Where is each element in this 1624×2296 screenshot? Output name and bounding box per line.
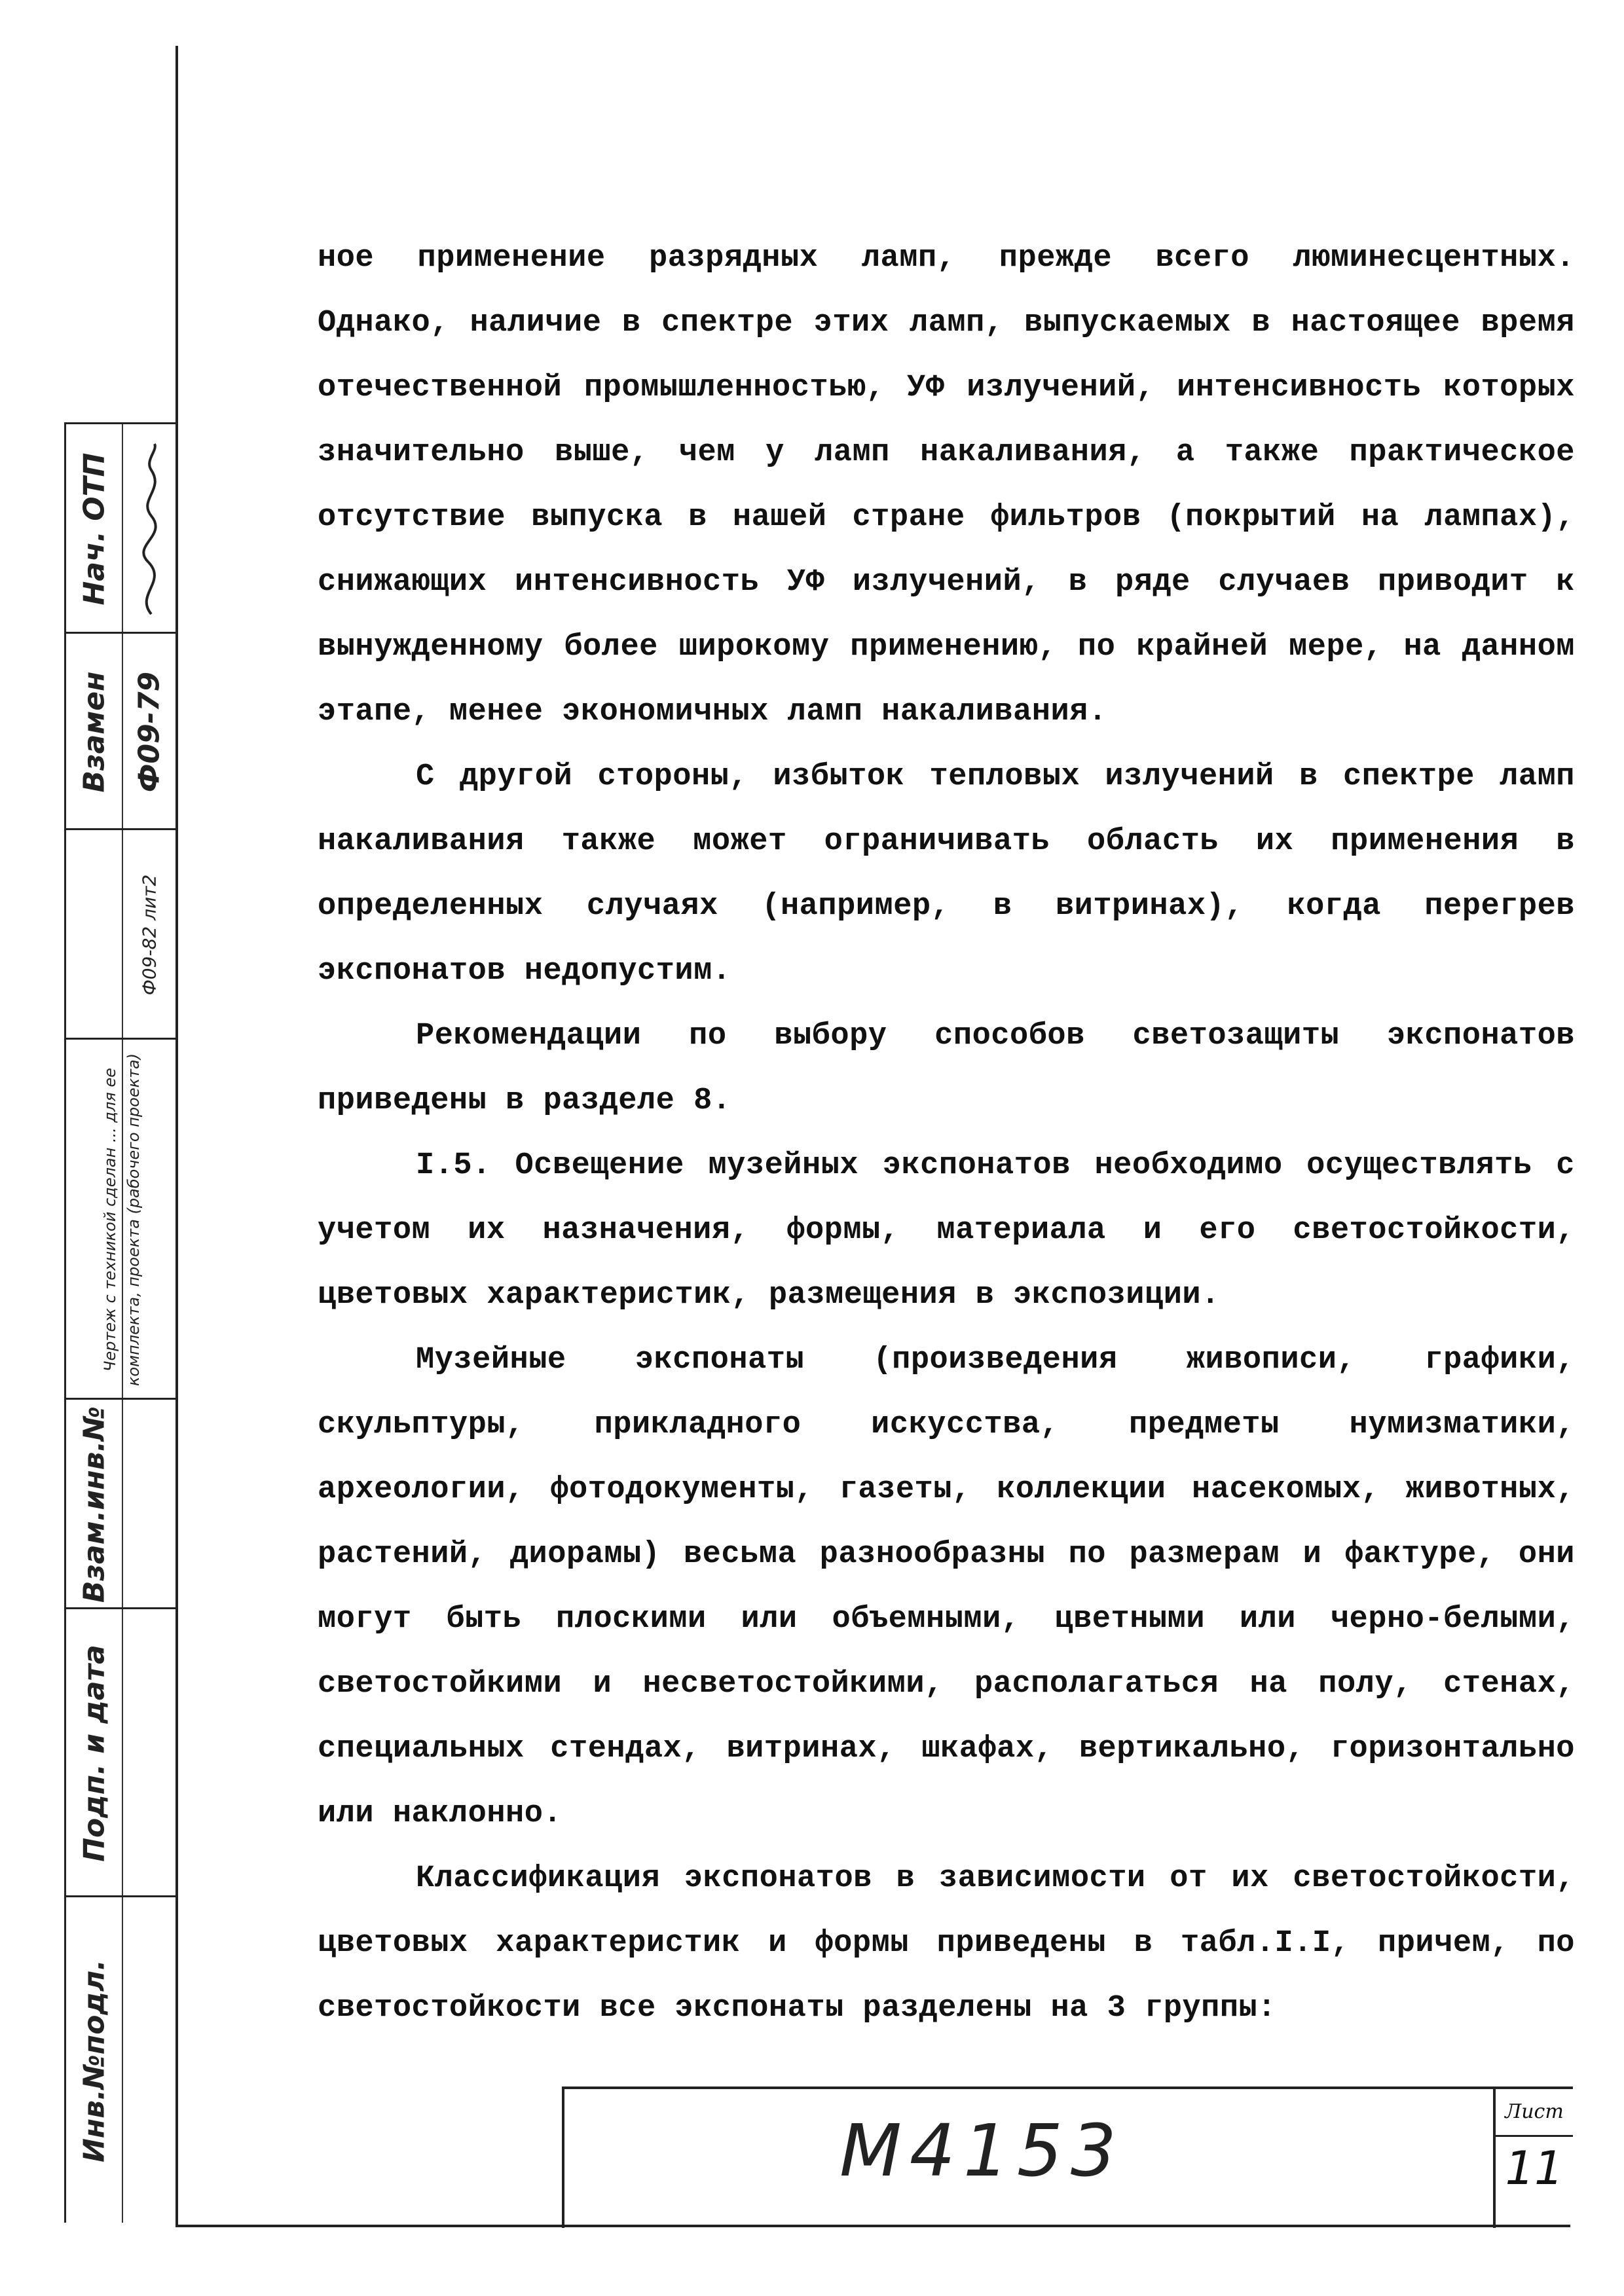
stamp-nach-otp-label: Нач. ОТП bbox=[77, 452, 111, 606]
title-block bbox=[562, 2086, 1573, 2228]
stamp-column bbox=[64, 422, 177, 2223]
paragraph: С другой стороны, избыток тепловых излучений в спектре ламп накаливания также может ограничивать область их применения в определенных случаях (например, в витринах), когда перегрев экспонатов недопустим. bbox=[318, 759, 1575, 989]
stamp-cell-vzamen bbox=[66, 632, 177, 830]
stamp-cell-inv-podl bbox=[66, 1895, 177, 2225]
document-number: М4153 bbox=[840, 2109, 1124, 2193]
sheet-label: Лист bbox=[1496, 2089, 1573, 2137]
paragraph: Музейные экспонаты (произведения живописи, графики, скульптуры, прикладного искусства, предметы нумизматики, археологии, фотодокументы, газеты, коллекции насекомых, животных, растений, диорамы) весьма разнообразны по размерам и фактуре, они могут быть плоскими или объемными, цветными или черно-белыми, светостойкими и несветостойкими, располагаться на полу, стенах, специальных стендах, витринах, шкафах, вертикально, горизонтально или наклонно. bbox=[318, 1343, 1575, 1831]
stamp-cell-podp-data bbox=[66, 1607, 177, 1897]
paragraph: ное применение разрядных ламп, прежде всего люминесцентных. Однако, наличие в спектре этих ламп, выпускаемых в настоящее время отечественной промышленностью, УФ излучений, интенсивность которых значительно выше, чем у ламп накаливания, а также практическое отсутствие выпуска в нашей стране фильтров (покрытий на лампах), снижающих интенсивность УФ излучений, в ряде случаев приводит к вынужденному более широкому применению, по крайней мере, на данном этапе, менее экономичных ламп накаливания. bbox=[318, 241, 1575, 729]
stamp-inv-podl-label: Инв.№подл. bbox=[77, 1959, 111, 2162]
stamp-vzamen-label: Взамен bbox=[77, 671, 111, 793]
document-body bbox=[318, 226, 1575, 2041]
paragraph: Классификация экспонатов в зависимости от их светостойкости, цветовых характеристик и формы приведены в табл.I.I, причем, по светостойкости все экспонаты разделены на 3 группы: bbox=[318, 1861, 1575, 2026]
sheet-box bbox=[1493, 2089, 1573, 2228]
stamp-vzam-inv-label: Взам.инв.№ bbox=[77, 1406, 111, 1603]
stamp-cell-note bbox=[66, 1038, 177, 1400]
stamp-ref-value: Ф09-82 лит2 bbox=[138, 874, 160, 996]
sheet-number: 11 bbox=[1505, 2141, 1564, 2195]
stamp-cell-vzam-inv bbox=[66, 1398, 177, 1609]
stamp-cell-ref bbox=[66, 828, 177, 1040]
stamp-podp-data-label: Подп. и дата bbox=[77, 1645, 111, 1862]
paragraph: Рекомендации по выбору способов светозащиты экспонатов приведены в разделе 8. bbox=[318, 1019, 1575, 1118]
paragraph: I.5. Освещение музейных экспонатов необходимо осуществлять с учетом их назначения, формы, материала и его светостойкости, цветовых характеристик, размещения в экспозиции. bbox=[318, 1148, 1575, 1313]
stamp-vzamen-value: Ф09-79 bbox=[132, 671, 166, 793]
stamp-cell-nach-otp bbox=[66, 422, 177, 634]
signature-mark bbox=[128, 437, 174, 621]
stamp-note-value: Чертеж с техникой сделан ... для ее комплекта, проекта (рабочего проекта) bbox=[101, 1053, 143, 1387]
